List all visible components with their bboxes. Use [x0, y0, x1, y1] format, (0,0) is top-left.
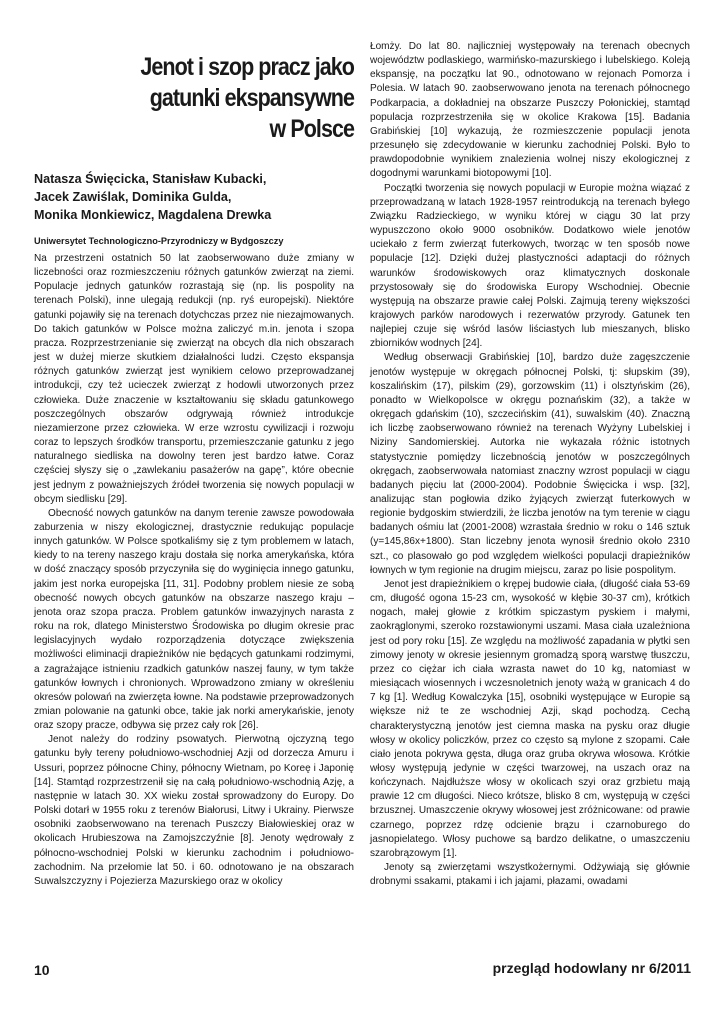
- body-paragraph: Obecność nowych gatunków na danym terenie zawsze powodowała zaburzenia w niszy ekologicznej, drastycznie redukując populacje innych gatunków. W Polsce spotkaliśmy się z tym problemem w latach, kiedy to na tereny naszego kraju dostała się norka amerykańska, która w dość znaczący sposób przyczyniła się do wyginięcia innego gatunku, jakim jest norka europejska [11, 31]. Podobny problem niesie ze sobą obecność nowych obcych gatunków na obszarze naszego kraju – jenota oraz szopa pracza. Problem gatunków inwazyjnych narasta z roku na rok, dlatego Ministerstwo Środowiska po długim okresie prac legislacyjnych wydało rozporządzenia dotyczące zwiększenia możliwości eliminacji drapieżników nie będących gatunkami rodzimymi, a zagrażające istnieniu rzadkich gatunków naszej fauny, w tym także gatunków łownych i chronionych. Wprowadzono zmiany w określeniu okresów polowań na zwierzęta łowne. Na podstawie przeprowadzonych zmian polowanie na gatunki obce, takie jak norki amerykańskie, jenoty oraz szopy pracze, odbywa się przez cały rok [26].: [34, 507, 354, 732]
- body-paragraph: Jenot należy do rodziny psowatych. Pierwotną ojczyzną tego gatunku były tereny południowo-wschodniej Azji od dorzecza Amuru i Ussuri, poprzez północne Chiny, północny Wietnam, po Koreę i Japonię [14]. Stamtąd rozprzestrzenił się na całą południowo-wschodnią Azję, a następnie w latach 30. XX wieku został sprowadzony do Europy. Do Polski dotarł w 1955 roku z terenów Białorusi, Litwy i Ukrainy. Pierwsze osobniki zaobserwowano na terenach Puszczy Białowieskiej oraz w okolicach Hrubieszowa na Zamojszczyźnie [8]. Jenoty wędrowały z północno-wschodniej Polski w kierunku zachodnim i południowo-zachodnim. Na przełomie lat 50. i 60. odnotowano je na obszarach Suwalszczyzny i Pojezierza Mazurskiego oraz w okolicy: [34, 734, 354, 887]
- author-line: Jacek Zawiślak, Dominika Gulda,: [34, 190, 232, 204]
- journal-name: przegląd hodowlany nr 6/2011: [492, 960, 691, 976]
- author-affiliation: Uniwersytet Technologiczno-Przyrodniczy w Bydgoszczy: [34, 236, 284, 246]
- right-text-column: [370, 40, 690, 889]
- article-title: [101, 52, 354, 145]
- body-paragraph: Łomży. Do lat 80. najliczniej występowały na terenach obecnych województw podlaskiego, warmińsko-mazurskiego i lubelskiego. Koleją ekspansję, na początku lat 90., odnotowano w rejonach Pomorza i Polesia. W latach 90. zaobserwowano jenota na terenach północnego Podkarpacia, a dokładniej na obszarze Puszczy Połonickiej, stamtąd populacja rozprzestrzeniła się w okolice Krakowa [15]. Badania Grabińskiej [10] wykazują, że rozmieszczenie populacji jenota przesunęło się zdecydowanie w kierunku zachodniej Polski. Było to prawdopodobnie wynikiem znalezienia wolnej niszy ekologicznej z dogodnymi warunkami biotopowymi [10].: [370, 41, 690, 180]
- author-line: Natasza Święcicka, Stanisław Kubacki,: [34, 172, 267, 186]
- body-paragraph: Jenoty są zwierzętami wszystkożernymi. Odżywiają się głównie drobnymi ssakami, ptakami i ich jajami, płazami, owadami: [370, 862, 690, 888]
- author-line: Monika Monkiewicz, Magdalena Drewka: [34, 208, 272, 222]
- article-authors: [34, 170, 354, 224]
- body-paragraph: Na przestrzeni ostatnich 50 lat zaobserwowano duże zmiany w liczebności oraz rozmieszczeniu różnych gatunków zwierząt na ziemi. Populacje jednych gatunków rozrastają się (np. lis pospolity na terenach Polski), inne ulegają redukcji (np. ryś europejski). Niektóre gatunki pojawiły się na terenach dotychczas przez nie niezajmowanych. Do takich gatunków w Polsce można zaliczyć m.in. jenota i szopa pracza. Rozprzestrzenianie się zwierząt na obcych dla nich obszarach jest w dużej mierze skutkiem działalności ludzi. Często ekspansja różnych gatunków zwierząt jest wynikiem celowo przeprowadzanej introdukcji, czy też ucieczek zwierząt z hodowli utworzonych przez człowieka. Duże znaczenie w kształtowaniu się składu gatunkowego poszczególnych obszarów odgrywają również introdukcje niezamierzone przez człowieka. W erze wzrostu cywilizacji i rozwoju coraz to lepszych środków transportu, przemieszczanie gatunku z jego naturalnego siedliska na dowolny teren jest bardzo łatwe. Coraz częściej słyszy się o „zawlekaniu pasażerów na gapę”, które obecnie jest jednym z poważniejszych źródeł tworzenia się nowych populacji w obcym siedlisku [29].: [34, 253, 354, 505]
- title-line: Jenot i szop pracz jako: [140, 53, 354, 81]
- body-paragraph: Początki tworzenia się nowych populacji w Europie można wiązać z przeprowadzaną w latach 1928-1957 reintrodukcją na terenach byłego Związku Radzieckiego, w wyniku której w ciągu 30 lat przy wypuszczono około 9000 osobników. Dodatkowo wiele jenotów uciekało z ferm zwierząt futerkowych, tworząc w ten sposób nowe populacje [12]. Dzięki dużej plastyczności adaptacji do różnych warunków środowiskowych oraz klimatycznych doskonale przystosowały się do środowiska Europy Wschodniej. Obecnie występują na obszarze prawie całej Polski. Zajmują tereny większości krajowych parków narodowych i rezerwatów przyrody. Gatunek ten najlepiej czuje się wśród lasów liściastych lub mieszanych, blisko zbiorników wodnych [24].: [370, 182, 690, 350]
- body-paragraph: Jenot jest drapieżnikiem o krępej budowie ciała, (długość ciała 53-69 cm, długość ogona 15-23 cm, wysokość w kłębie 30-37 cm), krótkich nogach, małej głowie z krótkim spiczastym pyskiem i małymi, zaokrąglonymi, szeroko rozstawionymi uszami. Masa ciała uzależniona jest od pory roku [15]. Ze względu na możliwość zapadania w płytki sen zimowy jenoty w okresie jesiennym gromadzą sporą warstwę tłuszczu, przez co ciężar ich ciała wzrasta nawet do 10 kg, natomiast w miesiącach wiosennych i wczesnoletnich jenoty ważą w granicach 4 do 7 kg [1]. Według Kowalczyka [15], osobniki występujące w Europie są większe niż te ze wschodniej Azji, skąd pochodzą. Cechą charakterystyczną jenotów jest ciemna maska na pysku oraz długie włosy w okolicy policzków, przez co często są mylone z szopami. Całe ciało jenota pokrywa gęsta, długa oraz gruba okrywa włosowa. Krótkie włosy występują jedynie w części twarzowej, na uszach oraz na kończynach. Najdłuższe włosy w okolicach szyi oraz grzbietu mają prawie 12 cm długości. Nieco krótsze, blisko 8 cm, występują w części brzusznej. Umaszczenie okrywy włosowej jest zróżnicowane: od prawie czarnego, poprzez rdzę odcienie brązu i czarnoburego do jasnopielatego. Włosy puchowe są bardzo delikatne, o umaszczeniu szarobrązowym [1].: [370, 578, 690, 859]
- title-line: gatunki ekspansywne: [149, 84, 354, 112]
- left-text-column: [34, 252, 354, 889]
- title-line: w Polsce: [269, 115, 354, 143]
- page-number: 10: [34, 962, 50, 978]
- body-paragraph: Według obserwacji Grabińskiej [10], bardzo duże zagęszczenie jenotów występuje w okręgach północnej Polski, tj: słupskim (39), koszalińskim (17), pilskim (29), gorzowskim (11) i olsztyńskim (26), ponadto w Wielkopolsce w okręgu poznańskim (32), a także w okręgach gdańskim (10), szczecińskim (41), suwalskim (40). Znaczną ich liczbę zaobserwowano również na terenach Wyżyny Lubelskiej i Niziny Sandomierskiej. Autorka nie wykazała różnic istotnych statystycznie pomiędzy liczebnością jenotów w poszczególnych okręgach, zaobserwowała natomiast znaczny wzrost populacji w ciągu badanych pięciu lat (2000-2004). Podobnie Święcicka i wsp. [32], analizując stan pogłowia dziko żyjących zwierząt futerkowych w regionie bydgoskim stwierdzili, że liczba jenotów na tym terenie w ciągu badanych ośmiu lat (2001-2008) wzrastała średnio w roku o 146 sztuk (y=145,86x+1800). Stan liczebny jenota wynosił średnio około 2310 szt., co plasowało go pod względem wielkości populacji drapieżników łownych w tym regionie na drugim miejscu, zaraz po lisie pospolitym.: [370, 352, 690, 576]
